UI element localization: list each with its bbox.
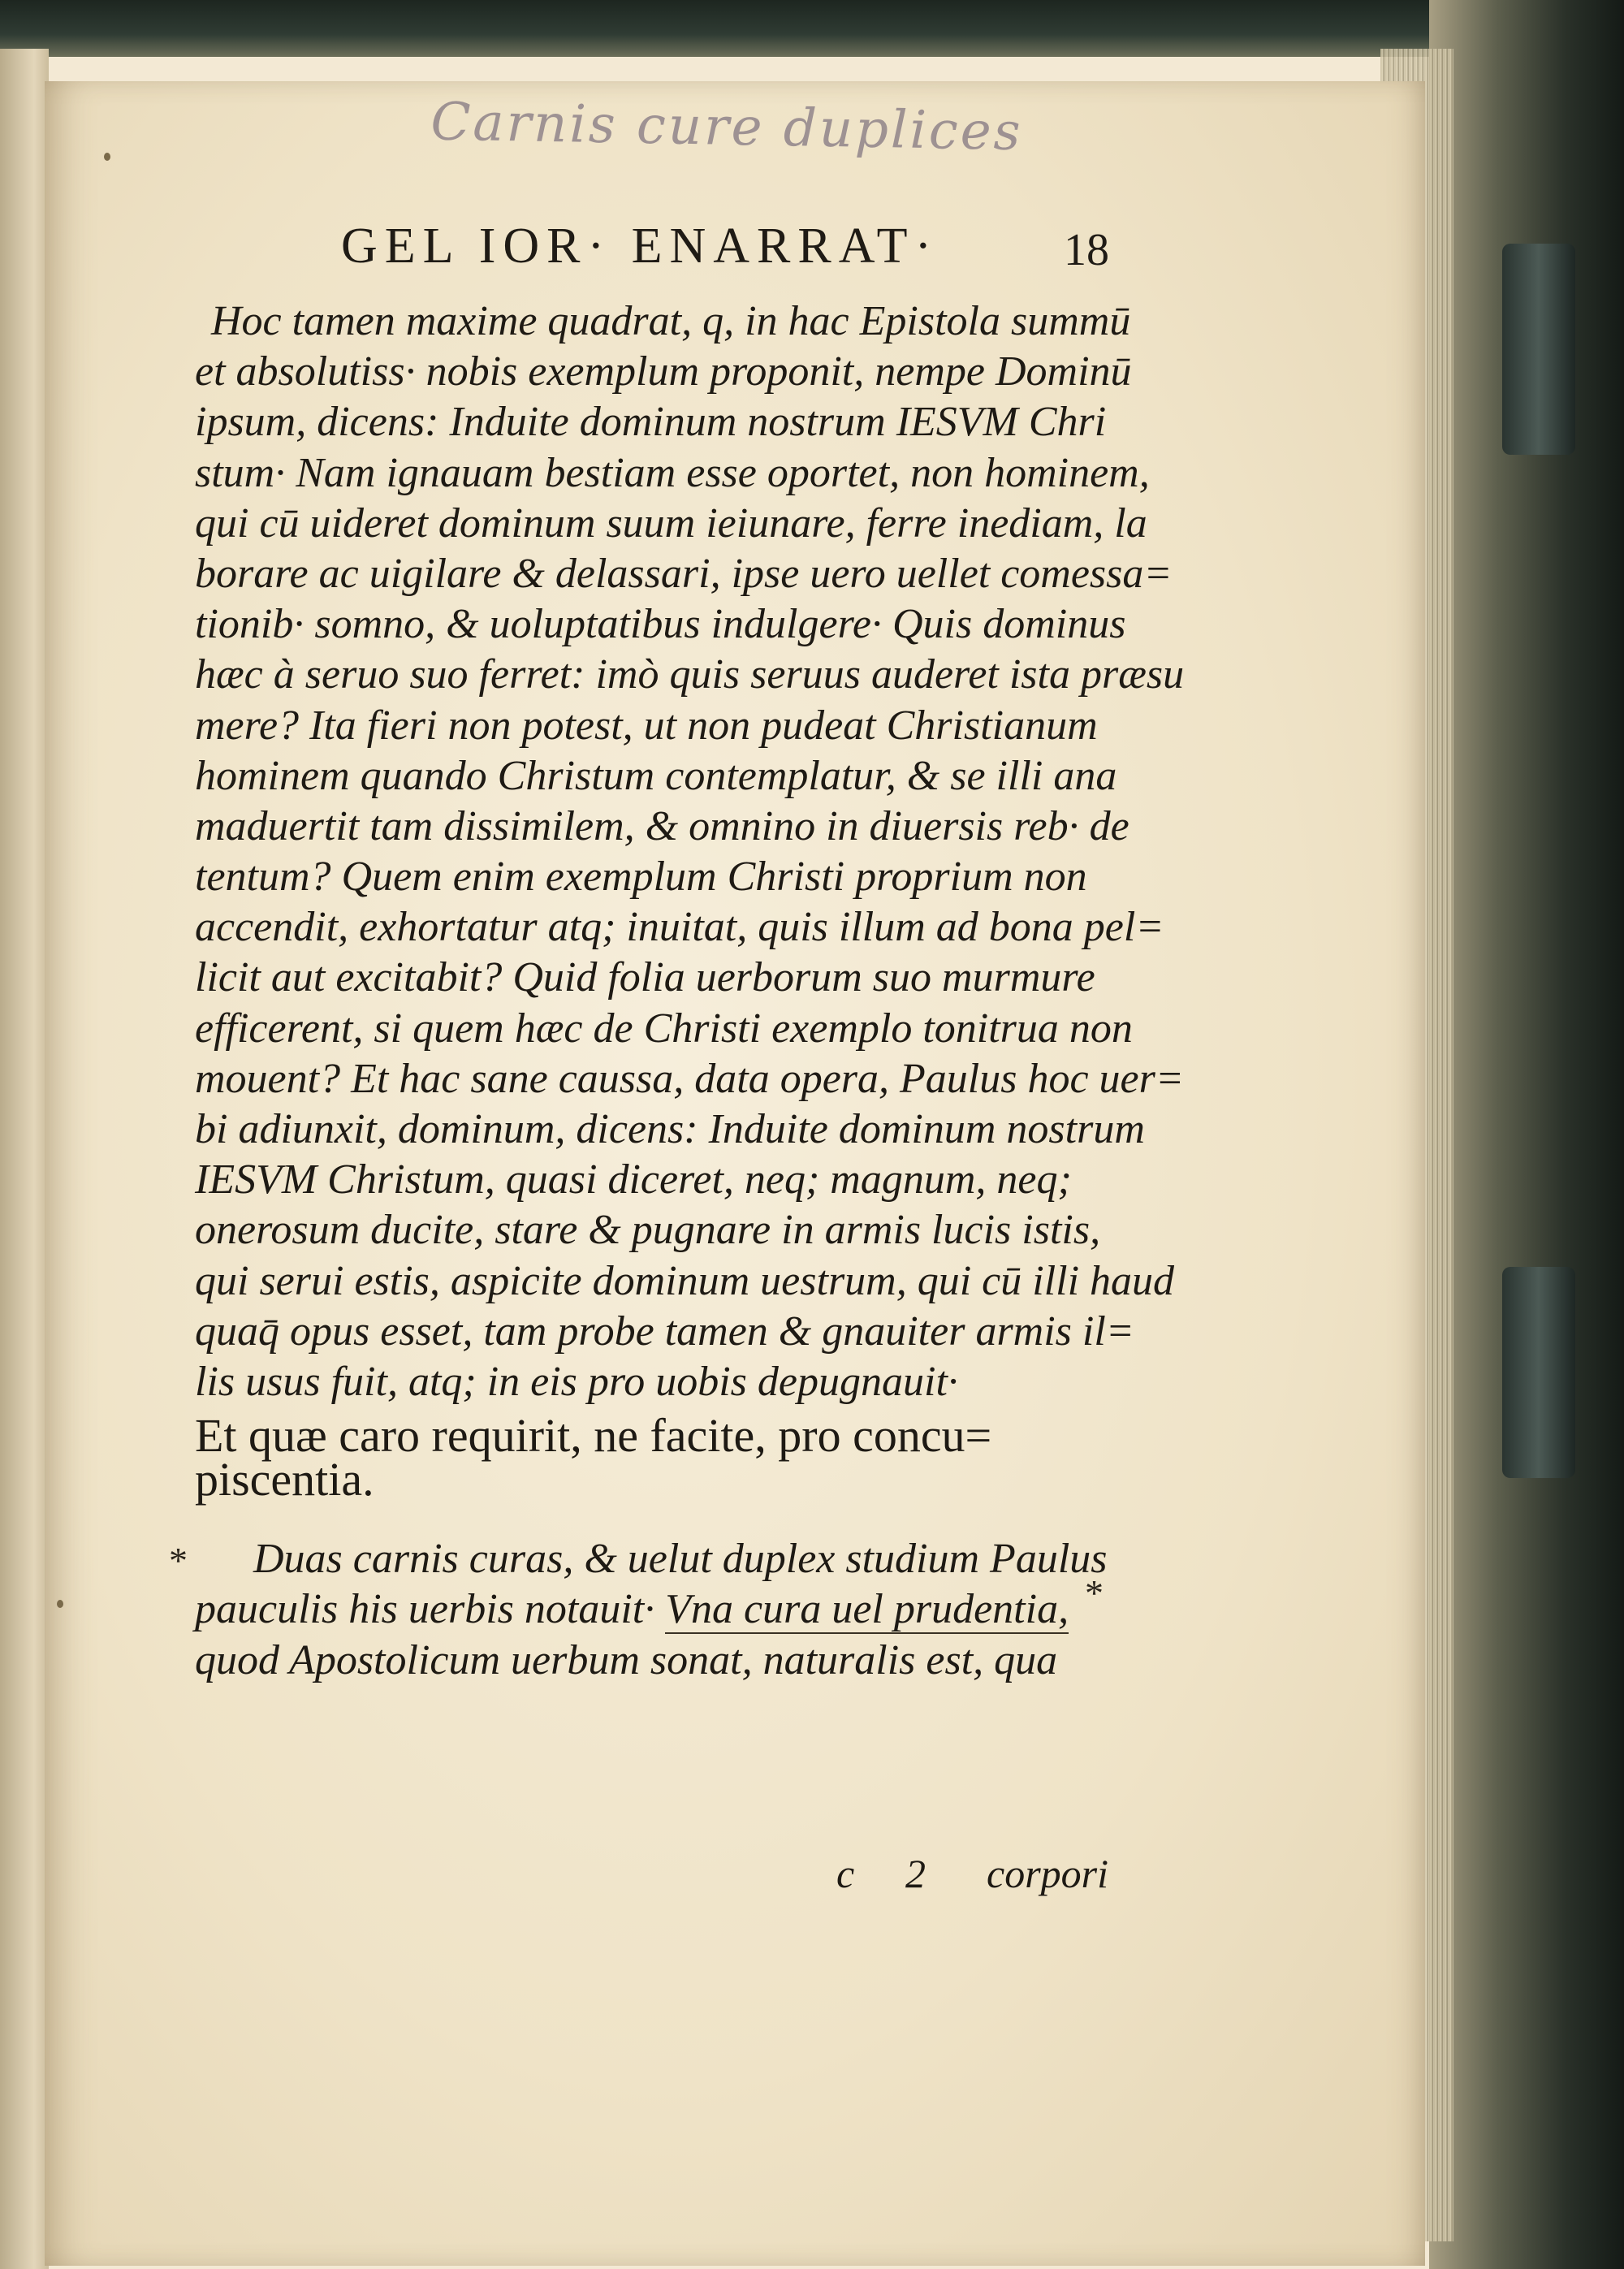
text-line: qui serui estis, aspicite dominum uestrum, qui cū illi haud (195, 1257, 1175, 1304)
text-line: tionib· somno, & uoluptatibus indulgere· Quis dominus (195, 601, 1126, 648)
text-line: qui cū uideret dominum suum ieiunare, ferre inediam, la (195, 499, 1147, 547)
text-line: borare ac uigilare & delassari, ipse uero uellet comessa= (195, 550, 1173, 597)
handwritten-annotation: Carnis cure duplices (430, 92, 1024, 163)
text-line: bi adiunxit, dominum, dicens: Induite dominum nostrum (195, 1106, 1145, 1152)
text-line: quaq̄ opus esset, tam probe tamen & gnauiter armis il= (195, 1307, 1134, 1355)
text-line: stum· Nam ignauam bestiam esse oportet, non hominem, (195, 449, 1150, 496)
text-line: mere? Ita fieri non potest, ut non pudeat Christianum (195, 702, 1098, 749)
text-line: Hoc tamen maxime quadrat, q, in hac Epistola summū (211, 298, 1131, 344)
catchword: corpori (987, 1851, 1108, 1896)
clasp-upper (1502, 244, 1575, 455)
text-line: ipsum, dicens: Induite dominum nostrum IESVM Chri (195, 399, 1107, 446)
text-line: onerosum ducite, stare & pugnare in armis lucis istis, (195, 1207, 1101, 1254)
text-line: licit aut excitabit? Quid folia uerborum suo murmure (195, 954, 1095, 1001)
text-line: tentum? Quem enim exemplum Christi proprium non (195, 854, 1087, 901)
signature-mark: c (836, 1851, 855, 1896)
text-line: efficerent, si quem hæc de Christi exemplo tonitrua non (195, 1005, 1133, 1052)
text-line: mouent? Et hac sane caussa, data opera, Paulus hoc uer= (195, 1055, 1184, 1102)
text-line: accendit, exhortatur atq; inuitat, quis illum ad bona pel= (195, 904, 1164, 951)
folio-number: 18 (1064, 225, 1109, 275)
underlined-text: Vna cura uel prudentia, (665, 1586, 1069, 1633)
text-line: IESVM Christum, quasi diceret, neq; magnum, neq; (195, 1156, 1072, 1204)
text-line: maduertit tam dissimilem, & omnino in diuersis reb· de (195, 802, 1129, 849)
text-line: hæc à seruo suo ferret: imò quis seruus auderet ista præsu (195, 651, 1185, 698)
lemma-line: Et quæ caro requirit, ne facite, pro concu= (195, 1409, 992, 1463)
asterisk-mark-left: * (169, 1540, 188, 1581)
text-line: et absolutiss· nobis exemplum proponit, nempe Dominū (195, 348, 1132, 395)
lemma-line: piscentia. (195, 1453, 374, 1506)
text-span: pauculis his uerbis notauit· (195, 1586, 666, 1633)
text-line (195, 1584, 1137, 1635)
signature-number: 2 (905, 1851, 926, 1896)
asterisk-mark-right: * (1085, 1572, 1104, 1614)
text-line: hominem quando Christum contemplatur, & se illi ana (195, 752, 1117, 799)
page-mark (57, 1600, 63, 1608)
text-line: lis usus fuit, atq; in eis pro uobis depugnauit· (195, 1358, 958, 1405)
facing-page-edge (0, 49, 49, 2269)
clasp-lower (1502, 1267, 1575, 1478)
body-text (195, 296, 1185, 1686)
running-head: GEL IOR· ENARRAT· (341, 218, 939, 274)
page-mark (104, 153, 110, 161)
text-line: Duas carnis curas, & uelut duplex studium Paulus (253, 1536, 1108, 1583)
text-line: quod Apostolicum uerbum sonat, naturalis est, qua (195, 1636, 1058, 1683)
